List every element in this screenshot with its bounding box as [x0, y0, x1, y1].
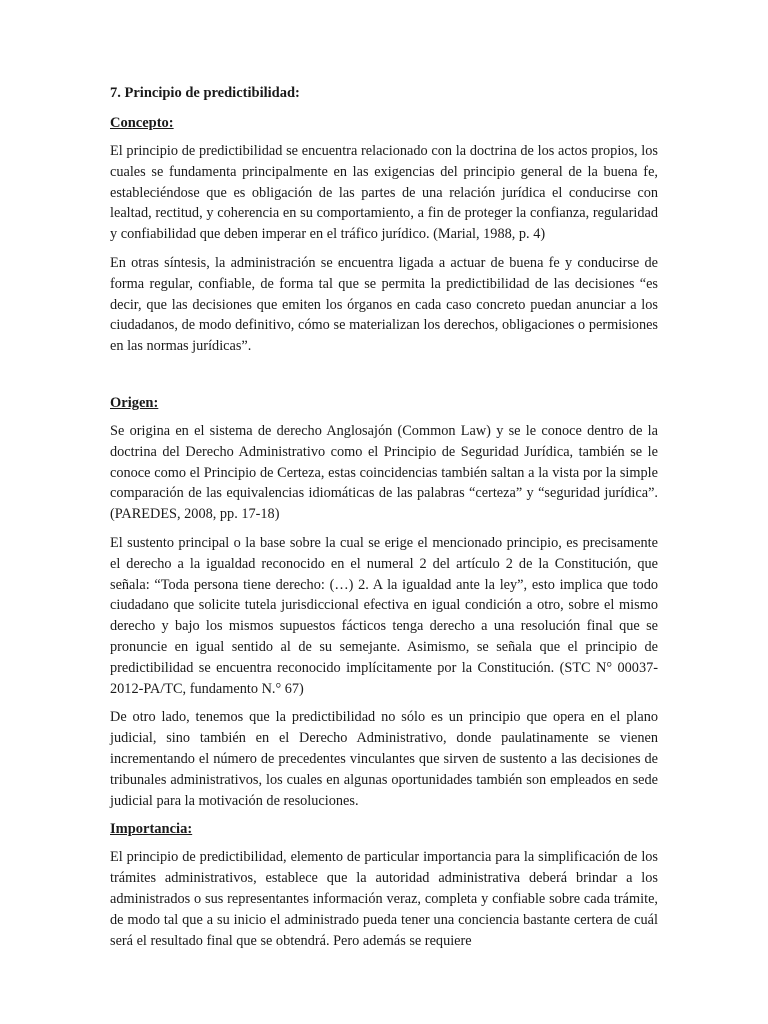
origen-paragraph-2: El sustento principal o la base sobre la cual se erige el mencionado principio, es precisamente el derecho a la igualdad reconocido en el numeral 2 del artículo 2 de la Constitución, que señala: “Toda persona tiene derecho: (…) 2. A la igualdad ante la ley”, esto implica que todo ciudadano que solicite tutela jurisdiccional efectiva en igual condición a otro, sobre el mismo derecho y bajo los mismos supuestos fácticos tenga derecho a una resolución final que se pronuncie en igual sentido al de su semejante. Asimismo, se señala que el principio de predictibilidad se encuentra reconocido implícitamente por la Constitución. (STC N° 00037-2012-PA/TC, fundamento N.° 67) — [110, 534, 658, 697]
origen-paragraph-3: De otro lado, tenemos que la predictibilidad no sólo es un principio que opera en el plano judicial, sino también en el Derecho Administrativo, donde paulatinamente se vienen incrementando el número de precedentes vinculantes que sirven de sustento a las decisiones de tribunales administrativos, los cuales en algunas oportunidades también son empleados en sede judicial para la motivación de resoluciones. — [110, 709, 658, 809]
origen-paragraph-1: Se origina en el sistema de derecho Anglosajón (Common Law) y se le conoce dentro de la doctrina del Derecho Administrativo como el Principio de Seguridad Jurídica, también se le conoce como el Principio de Certeza, estas coincidencias también saltan a la vista por la simple comparación de las equivalencias idiomáticas de las palabras “certeza” y “seguridad jurídica”. (PAREDES, 2008, pp. 17-18) — [110, 422, 658, 523]
importancia-paragraph-1: El principio de predictibilidad, elemento de particular importancia para la simplificación de los trámites administrativos, establece que la autoridad administrativa deberá brindar a los administrados o sus representantes información veraz, completa y confiable sobre cada trámite, de modo tal que a su inicio el administrado pueda tener una conciencia bastante certera de cuál será el resultado final que se obtendrá. Pero además se requiere — [110, 849, 658, 949]
heading-concepto: Concepto: — [110, 115, 174, 131]
concepto-paragraph-1: El principio de predictibilidad se encuentra relacionado con la doctrina de los actos propios, los cuales se fundamenta principalmente en las exigencias del principio general de la buena fe, estableciéndose que es obligación de las partes de una relación jurídica el conducirse con lealtad, rectitud, y coherencia en su comportamiento, a fin de proteger la confianza, regularidad y confiabilidad que deben imperar en el tráfico jurídico. (Marial, 1988, p. 4) — [110, 143, 658, 243]
concepto-paragraph-2: En otras síntesis, la administración se encuentra ligada a actuar de buena fe y conducirse de forma regular, confiable, de forma tal que se permita la predictibilidad de las decisiones “es decir, que las decisiones que emiten los órganos en cada caso concreto puedan anunciar a los ciudadanos, de modo definitivo, cómo se materializan los derechos, obligaciones o permisiones en las normas jurídicas”. — [110, 254, 658, 355]
section-spacer — [110, 365, 658, 393]
document-page — [110, 83, 658, 959]
section-title: 7. Principio de predictibilidad: — [110, 85, 300, 101]
heading-importancia: Importancia: — [110, 821, 193, 838]
heading-origen: Origen: — [110, 394, 159, 411]
